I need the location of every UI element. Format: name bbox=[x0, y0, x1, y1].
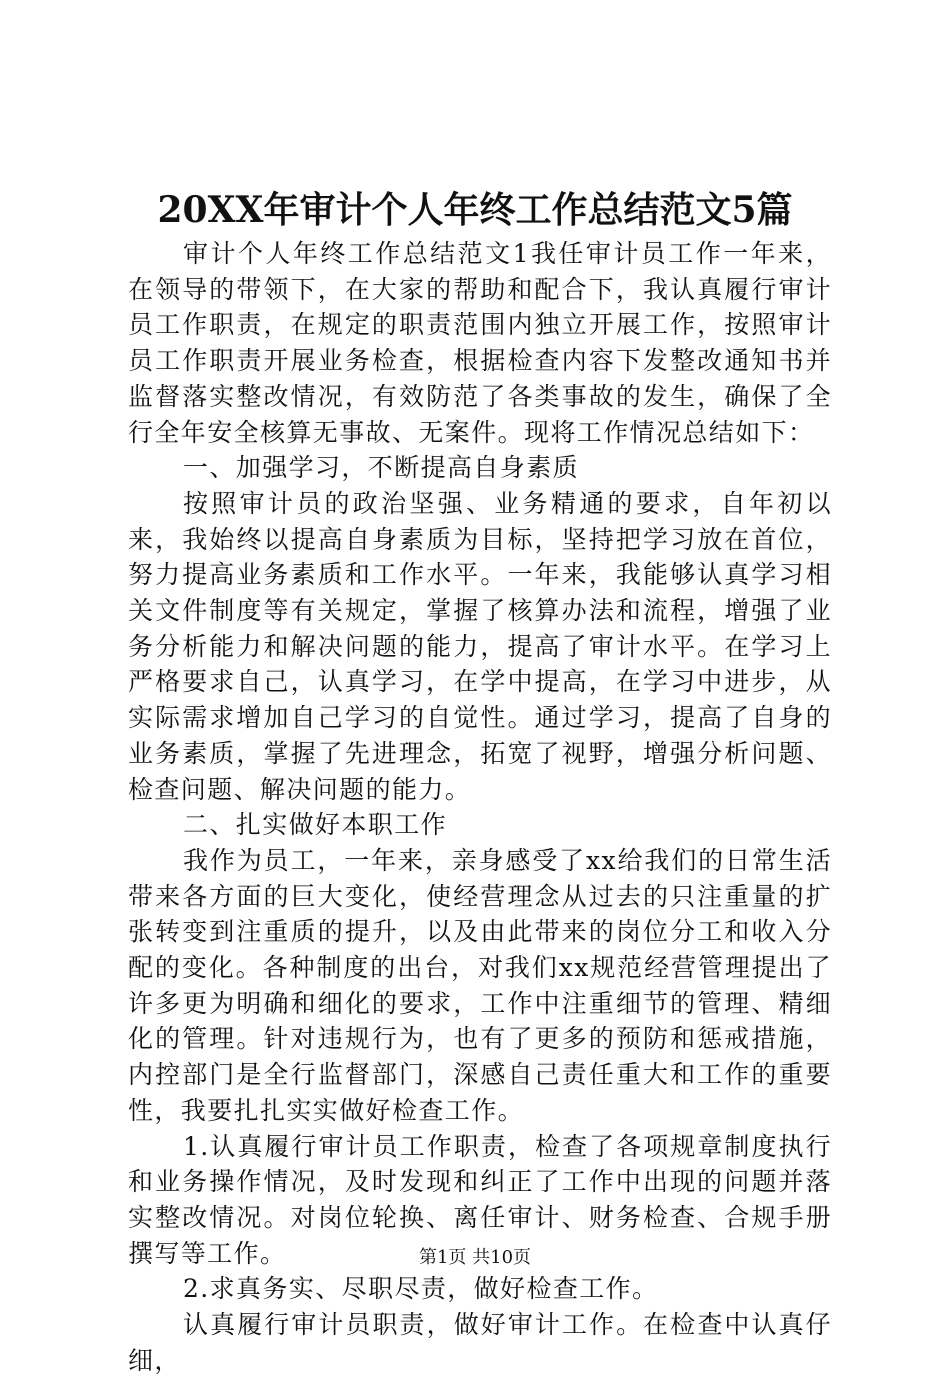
page-footer: 第1页 共10页 bbox=[418, 1247, 532, 1268]
list-item-1: 1.认真履行审计员工作职责，检查了各项规章制度执行和业务操作情况，及时发现和纠正了工作中出现的问题并落实整改情况。对岗位轮换、离任审计、财务检查、合规手册撰写等工作。 bbox=[128, 1131, 832, 1268]
document-title: 20XX年审计个人年终工作总结范文5篇 bbox=[157, 189, 793, 231]
section-heading-2: 二、扎实做好本职工作 bbox=[183, 810, 448, 840]
paragraph-intro: 审计个人年终工作总结范文1我任审计员工作一年来，在领导的带领下，在大家的帮助和配合下，我认真履行审计员工作职责，在规定的职责范围内独立开展工作，按照审计员工作职责开展业务检查，根据检查内容下发整改通知书并监督落实整改情况，有效防范了各类事故的发生，确保了全行全年安全核算无事故、无案件。现将工作情况总结如下： bbox=[128, 239, 832, 447]
paragraph-work: 我作为员工，一年来，亲身感受了xx给我们的日常生活带来各方面的巨大变化，使经营理念从过去的只注重量的扩张转变到注重质的提升，以及由此带来的岗位分工和收入分配的变化。各种制度的出台，对我们xx规范经营管理提出了许多更为明确和细化的要求，工作中注重细节的管理、精细化的管理。针对违规行为，也有了更多的预防和惩戒措施，内控部门是全行监督部门，深感自己责任重大和工作的重要性，我要扎扎实实做好检查工作。 bbox=[128, 845, 832, 1125]
section-heading-1: 一、加强学习，不断提高自身素质 bbox=[183, 453, 580, 483]
paragraph-continued: 认真履行审计员职责，做好审计工作。在检查中认真仔细， bbox=[128, 1310, 832, 1375]
paragraph-study: 按照审计员的政治坚强、业务精通的要求，自年初以来，我始终以提高自身素质为目标，坚持把学习放在首位，努力提高业务素质和工作水平。一年来，我能够认真学习相关文件制度等有关规定，掌握了核算办法和流程，增强了业务分析能力和解决问题的能力，提高了审计水平。在学习上严格要求自己，认真学习，在学中提高，在学习中进步，从实际需求增加自己学习的自觉性。通过学习，提高了自身的业务素质，掌握了先进理念，拓宽了视野，增强分析问题、检查问题、解决问题的能力。 bbox=[128, 488, 832, 804]
document-body bbox=[128, 236, 832, 1379]
list-item-2: 2.求真务实、尽职尽责，做好检查工作。 bbox=[183, 1274, 659, 1304]
